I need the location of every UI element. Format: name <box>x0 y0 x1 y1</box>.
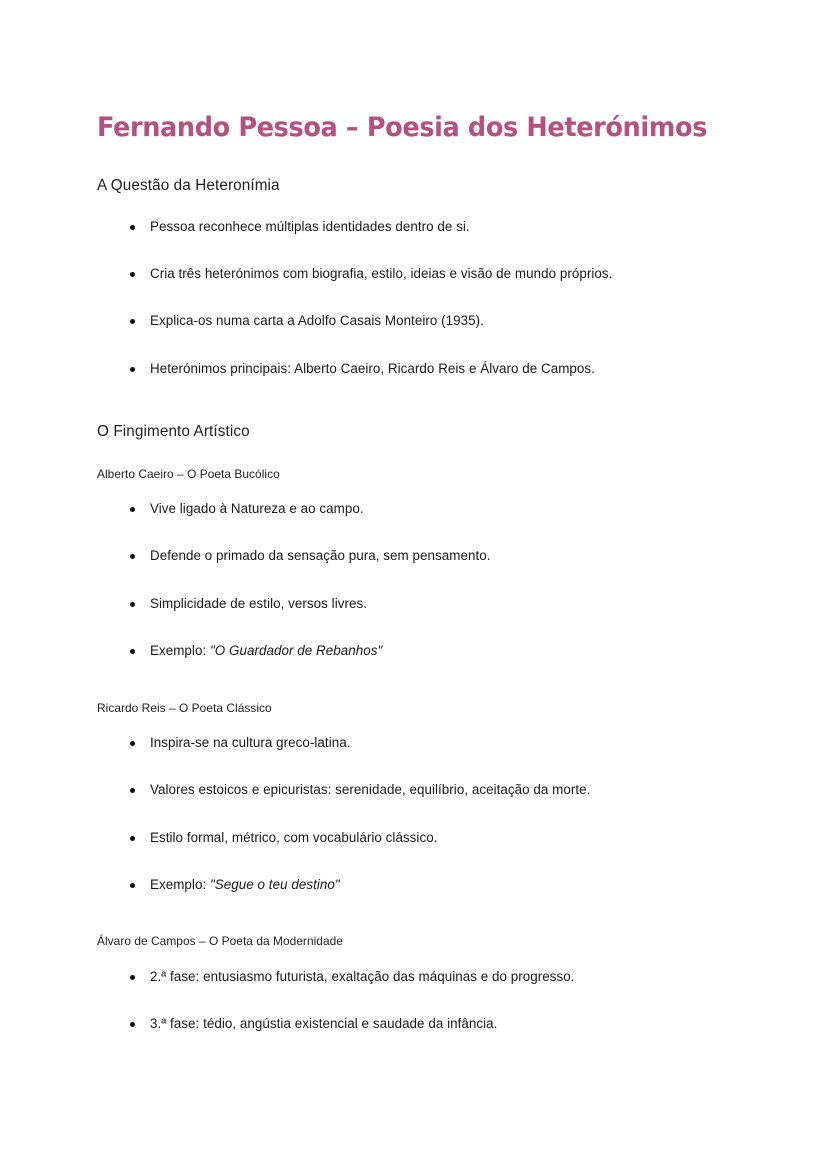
spacer <box>97 565 757 595</box>
list-item-text: Estilo formal, métrico, com vocabulário clássico. <box>150 829 438 845</box>
spacer <box>97 612 757 642</box>
spacer <box>97 330 757 360</box>
bullet-list-campos <box>97 968 757 1033</box>
section-heteronimia <box>97 176 757 377</box>
spacer <box>97 377 757 422</box>
spacer <box>97 751 757 781</box>
list-item-text: Cria três heterónimos com biografia, estilo, ideias e visão de mundo próprios. <box>150 266 613 282</box>
list-item-text: Valores estoicos e epicuristas: serenidade, equilíbrio, aceitação da morte. <box>150 782 591 798</box>
subsection-heading-reis: Ricardo Reis – O Poeta Clássico <box>97 700 272 715</box>
spacer <box>97 197 757 218</box>
work-title: "Segue o teu destino" <box>210 877 340 893</box>
list-item <box>97 829 757 846</box>
bullet-list-reis <box>97 734 757 894</box>
spacer <box>97 893 757 933</box>
list-item-text: Explica-os numa carta a Adolfo Casais Monteiro (1935). <box>150 313 484 329</box>
list-item <box>97 312 757 329</box>
list-item <box>97 968 757 985</box>
list-item <box>97 642 757 659</box>
bullet-list-heteronimia <box>97 218 757 378</box>
section-heading: A Questão da Heteronímia <box>97 177 280 194</box>
spacer <box>97 443 757 466</box>
page-title: Fernando Pessoa – Poesia dos Heterónimos <box>97 112 708 143</box>
subsection-heading-caeiro: Alberto Caeiro – O Poeta Bucólico <box>97 466 280 481</box>
spacer <box>97 799 757 829</box>
spacer <box>97 235 757 265</box>
list-item-label: Exemplo: <box>150 643 210 659</box>
list-item-text: Pessoa reconhece múltiplas identidades dentro de si. <box>150 218 470 234</box>
list-item-label: Exemplo: <box>150 877 210 893</box>
spacer <box>97 985 757 1015</box>
list-item-text: Heterónimos principais: Alberto Caeiro, Ricardo Reis e Álvaro de Campos. <box>150 360 595 376</box>
section-heading: O Fingimento Artístico <box>97 423 250 441</box>
document-body <box>97 176 757 1032</box>
list-item <box>97 265 757 282</box>
list-item <box>97 781 757 798</box>
spacer <box>97 282 757 312</box>
list-item <box>97 1015 757 1032</box>
section-fingimento <box>97 422 757 1032</box>
spacer <box>97 660 757 700</box>
list-item <box>97 360 757 377</box>
list-item-text: Defende o primado da sensação pura, sem pensamento. <box>150 548 491 564</box>
work-title: "O Guardador de Rebanhos" <box>210 643 383 659</box>
spacer <box>97 950 757 968</box>
list-item <box>97 547 757 564</box>
list-item-text: Simplicidade de estilo, versos livres. <box>150 595 367 611</box>
spacer <box>97 517 757 547</box>
list-item <box>97 876 757 893</box>
list-item-text: 2.ª fase: entusiasmo futurista, exaltação das máquinas e do progresso. <box>150 968 575 984</box>
list-item-text: Inspira-se na cultura greco-latina. <box>150 734 351 750</box>
list-item-text: Vive ligado à Natureza e ao campo. <box>150 501 364 517</box>
subsection-heading-campos: Álvaro de Campos – O Poeta da Modernidade <box>97 934 343 949</box>
list-item <box>97 734 757 751</box>
list-item-text: 3.ª fase: tédio, angústia existencial e saudade da infância. <box>150 1015 498 1031</box>
spacer <box>97 482 757 500</box>
spacer <box>97 846 757 876</box>
spacer <box>97 716 757 734</box>
bullet-list-caeiro <box>97 500 757 660</box>
list-item <box>97 595 757 612</box>
list-item <box>97 500 757 517</box>
list-item <box>97 218 757 235</box>
